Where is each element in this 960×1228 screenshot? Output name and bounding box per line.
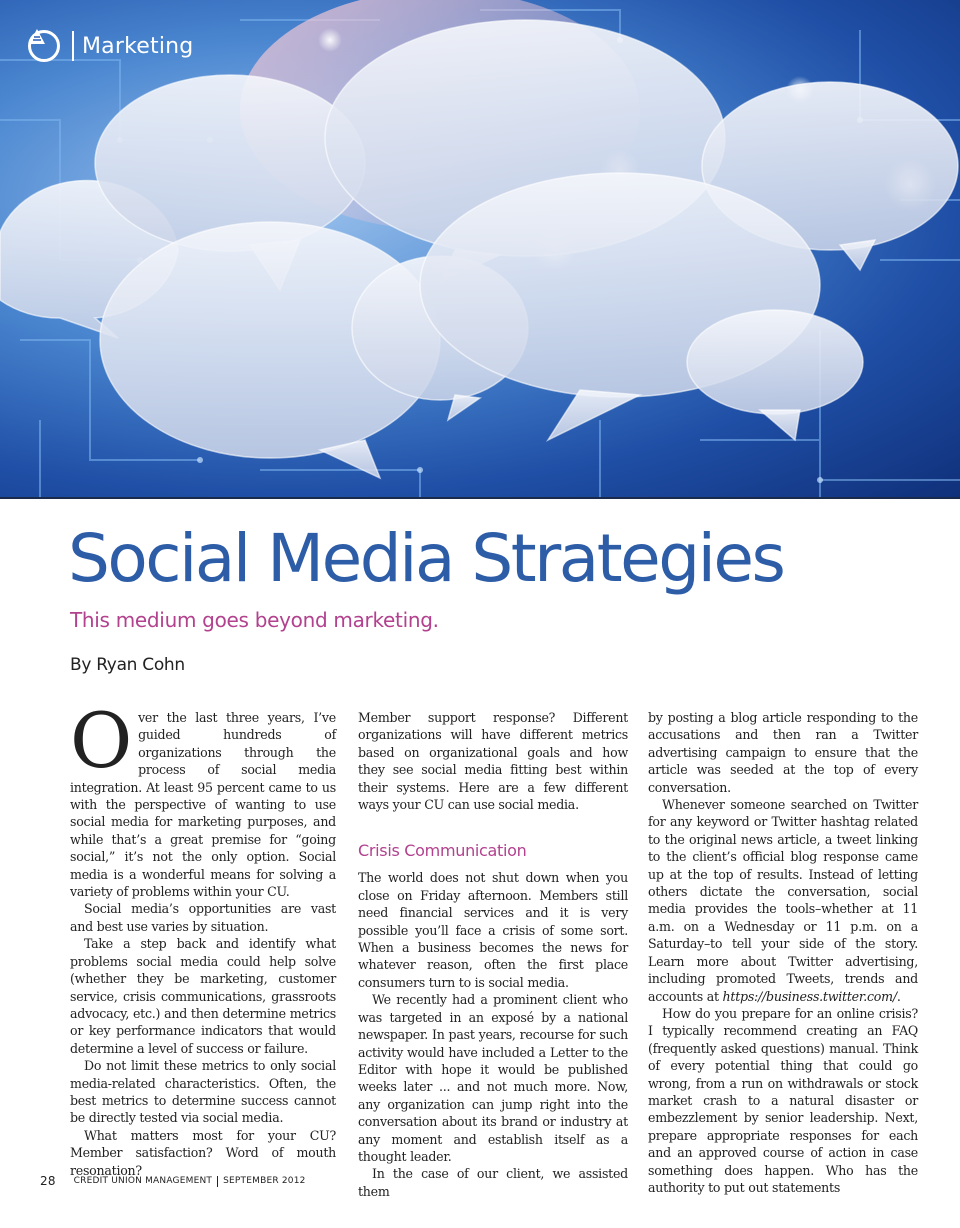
article-subtitle: This medium goes beyond marketing.: [70, 608, 439, 632]
footer-divider: [217, 1176, 218, 1187]
paragraph: [648, 796, 918, 1005]
hero-bottom-rule: [0, 497, 960, 499]
section-tag-divider: [72, 31, 74, 61]
speech-bubbles-illustration: [0, 0, 960, 498]
paragraph: Member support response? Different organizations will have different metrics based on organizational goals and how they see social media fitting best within their systems. Here are a few different ways your CU can use social media.: [358, 710, 628, 813]
article-column-1: [70, 696, 336, 1179]
article-title: Social Media Strategies: [68, 520, 784, 597]
paragraph-text: Whenever someone searched on Twitter for any keyword or Twitter hashtag related to the original news article, a tweet linking to the client’s official blog response came up at the top of results. Instead of letting others dictate the conversation, social media provides the tools–whether at 11 a.m. on a Wednesday or 11 p.m. on a Saturday–to tell your side of the story. Learn more about Twitter advertising, including promoted Tweets, trends and accounts at: [648, 797, 918, 1004]
hero-image: [0, 0, 960, 498]
section-label: Marketing: [82, 33, 194, 59]
page-number: 28: [40, 1174, 56, 1188]
paragraph-text: ver the last three years, I’ve guided hundreds of organizations through the process of social media integration. At least 95 percent came to us with the perspective of wanting to use social media for marketing purposes, and while that’s a great premise for “going social,” it’s not the only option. Social media is a wonderful means for solving a variety of problems within your CU.: [70, 710, 336, 900]
page-footer: [40, 1174, 306, 1188]
publication-name: CREDIT UNION MANAGEMENT: [73, 1176, 213, 1186]
paragraph: We recently had a prominent client who was targeted in an exposé by a national newspaper. In past years, recourse for such activity would have included a Letter to the Editor with hope it would be published weeks later ... and not much more. Now, any organization can jump right into the conversation about its brand or industry at any moment and establish itself as a thought leader.: [358, 992, 628, 1164]
drop-cap: O: [70, 696, 133, 785]
article-column-2: [358, 709, 628, 1200]
paragraph-end: .: [896, 988, 901, 1004]
paragraph: Take a step back and identify what problems social media could help solve (whether they be marketing, customer service, crisis communications, grassroots advocacy, etc.) and then determine metrics or key performance indicators that would determine a level of success or failure.: [70, 936, 336, 1056]
paragraph: What matters most for your CU? Member satisfaction? Word of mouth resonation?: [70, 1127, 336, 1178]
paragraph: How do you prepare for an online crisis? I typically recommend creating an FAQ (frequently asked questions) manual. Think of every potential thing that could go wrong, from a run on withdrawals or stock market crash to a natural disaster or embezzlement by senior leadership. Next, prepare appropriate responses for each and an approved course of action in case something does happen. Who has the authority to put out statements: [648, 1005, 918, 1195]
paragraph: In the case of our client, we assisted them: [358, 1166, 628, 1199]
paragraph: [70, 696, 336, 900]
article-column-3: [648, 709, 918, 1196]
section-tag: [28, 28, 193, 64]
paragraph: Social media’s opportunities are vast and best use varies by situation.: [70, 901, 336, 934]
paragraph: Do not limit these metrics to only social media-related characteristics. Often, the best metrics to determine success cannot be directly tested via social media.: [70, 1058, 336, 1126]
paragraph: The world does not shut down when you close on Friday afternoon. Members still need financial services and it is very possible you’ll face a crisis of some sort. When a business becomes the news for whatever reason, often the first place consumers turn to is social media.: [358, 870, 628, 990]
credit-union-logo-icon: [28, 30, 60, 62]
section-subhead: Crisis Communication: [358, 841, 527, 861]
paragraph: by posting a blog article responding to the accusations and then ran a Twitter advertising campaign to ensure that the article was seeded at the top of every conversation.: [648, 710, 918, 795]
twitter-business-link[interactable]: https://business.twitter.com/: [722, 988, 897, 1004]
article-byline: By Ryan Cohn: [70, 655, 185, 675]
issue-date: SEPTEMBER 2012: [223, 1176, 306, 1186]
